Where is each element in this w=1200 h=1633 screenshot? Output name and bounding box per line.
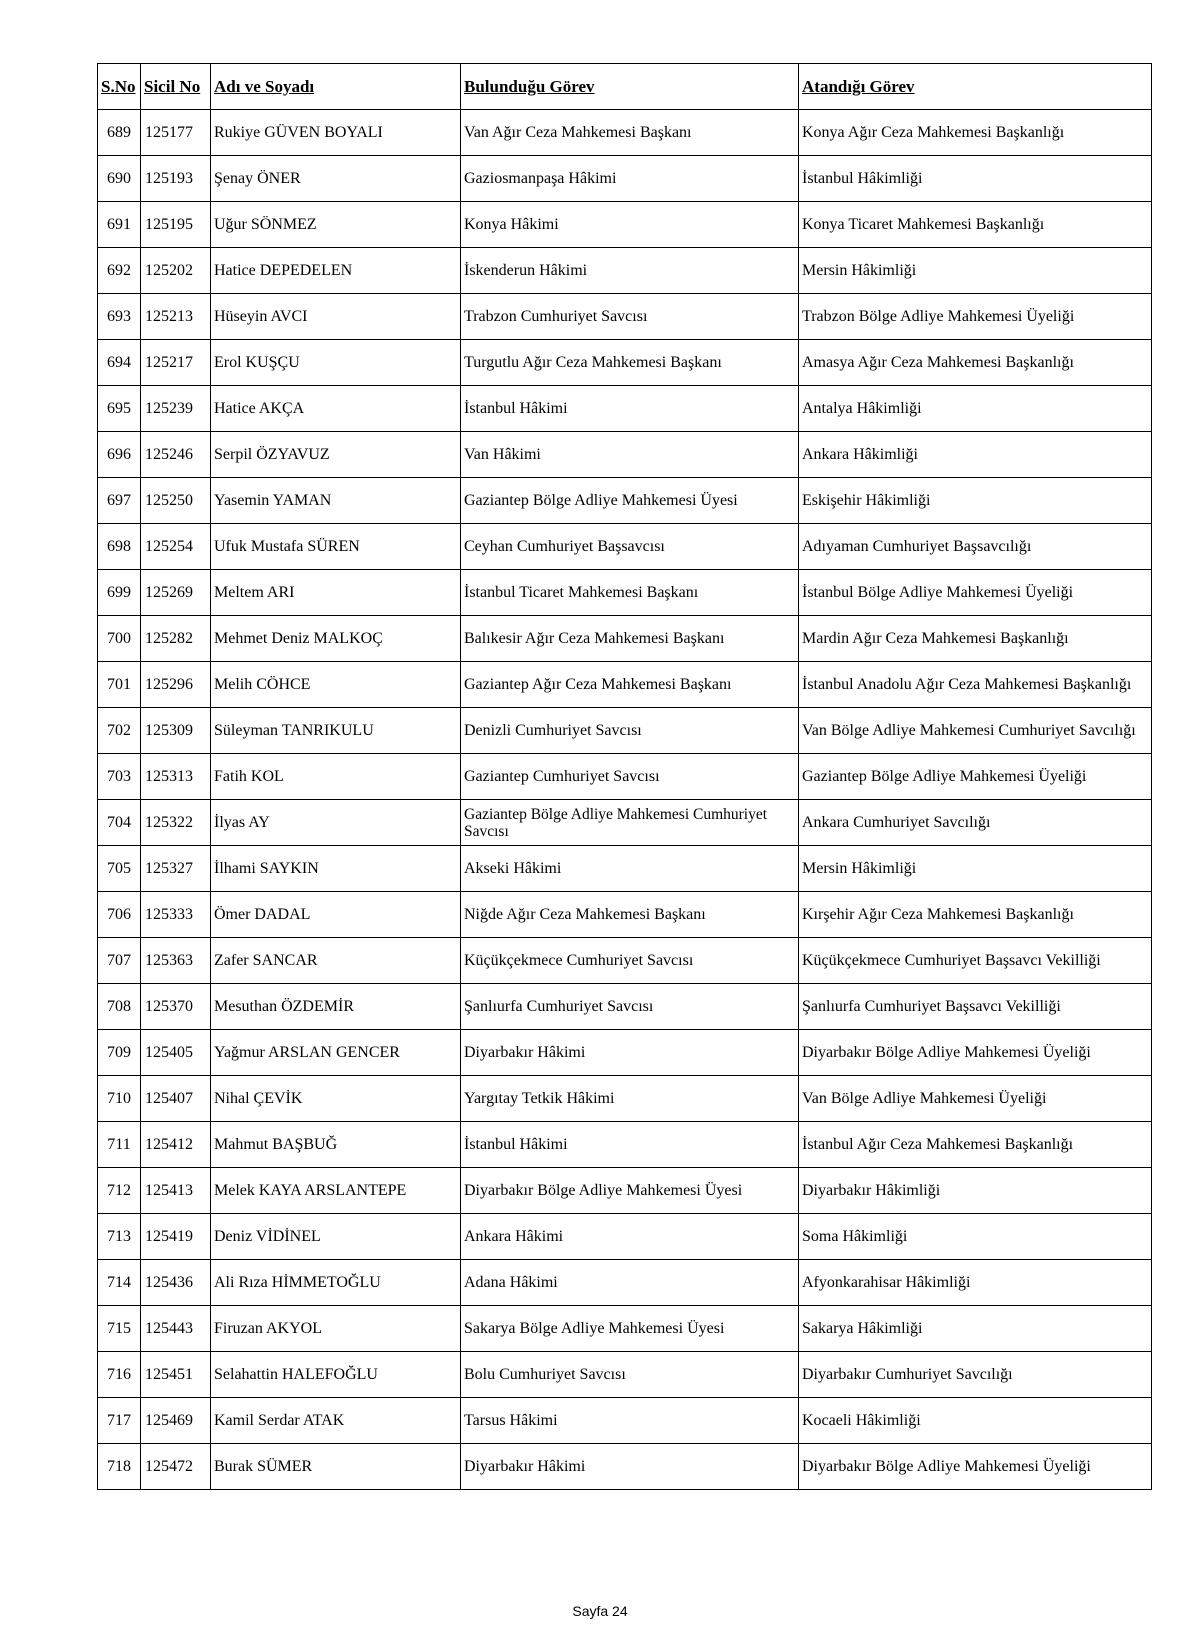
cell-current-position: Diyarbakır Hâkimi — [461, 1030, 799, 1076]
cell-sno: 689 — [98, 110, 141, 156]
cell-current-position: Gaziantep Cumhuriyet Savcısı — [461, 754, 799, 800]
cell-sno: 699 — [98, 570, 141, 616]
table-header — [98, 64, 1152, 110]
cell-assigned-position: Adıyaman Cumhuriyet Başsavcılığı — [799, 524, 1152, 570]
cell-assigned-position: İstanbul Ağır Ceza Mahkemesi Başkanlığı — [799, 1122, 1152, 1168]
table-row — [98, 156, 1152, 202]
cell-current-position: İskenderun Hâkimi — [461, 248, 799, 294]
cell-current-position: Diyarbakır Hâkimi — [461, 1444, 799, 1490]
table-row — [98, 800, 1152, 846]
table-row — [98, 386, 1152, 432]
cell-name: Yağmur ARSLAN GENCER — [211, 1030, 461, 1076]
table-row — [98, 110, 1152, 156]
cell-sicil: 125269 — [141, 570, 211, 616]
table-row — [98, 1122, 1152, 1168]
header-name: Adı ve Soyadı — [211, 64, 461, 110]
cell-sno: 702 — [98, 708, 141, 754]
table-row — [98, 1352, 1152, 1398]
table-row — [98, 248, 1152, 294]
table-row — [98, 984, 1152, 1030]
cell-sicil: 125370 — [141, 984, 211, 1030]
cell-name: İlyas AY — [211, 800, 461, 846]
cell-sicil: 125413 — [141, 1168, 211, 1214]
table-row — [98, 1030, 1152, 1076]
cell-assigned-position: Mardin Ağır Ceza Mahkemesi Başkanlığı — [799, 616, 1152, 662]
cell-sno: 711 — [98, 1122, 141, 1168]
cell-sno: 710 — [98, 1076, 141, 1122]
cell-sicil: 125443 — [141, 1306, 211, 1352]
table-row — [98, 938, 1152, 984]
table-row — [98, 662, 1152, 708]
cell-current-position: Niğde Ağır Ceza Mahkemesi Başkanı — [461, 892, 799, 938]
cell-name: Nihal ÇEVİK — [211, 1076, 461, 1122]
cell-sno: 712 — [98, 1168, 141, 1214]
cell-current-position: Ceyhan Cumhuriyet Başsavcısı — [461, 524, 799, 570]
cell-current-position: Van Hâkimi — [461, 432, 799, 478]
cell-sicil: 125322 — [141, 800, 211, 846]
cell-sicil: 125436 — [141, 1260, 211, 1306]
cell-current-position: İstanbul Ticaret Mahkemesi Başkanı — [461, 570, 799, 616]
cell-sicil: 125405 — [141, 1030, 211, 1076]
table-row — [98, 846, 1152, 892]
cell-sicil: 125239 — [141, 386, 211, 432]
table-row — [98, 1214, 1152, 1260]
cell-assigned-position: Mersin Hâkimliği — [799, 248, 1152, 294]
cell-assigned-position: Antalya Hâkimliği — [799, 386, 1152, 432]
table-row — [98, 570, 1152, 616]
cell-sicil: 125202 — [141, 248, 211, 294]
cell-sno: 718 — [98, 1444, 141, 1490]
cell-sicil: 125363 — [141, 938, 211, 984]
cell-sno: 692 — [98, 248, 141, 294]
cell-assigned-position: Amasya Ağır Ceza Mahkemesi Başkanlığı — [799, 340, 1152, 386]
cell-sicil: 125177 — [141, 110, 211, 156]
appointments-table — [97, 63, 1152, 1490]
cell-name: Hatice DEPEDELEN — [211, 248, 461, 294]
cell-sno: 697 — [98, 478, 141, 524]
cell-assigned-position: İstanbul Anadolu Ağır Ceza Mahkemesi Başkanlığı — [799, 662, 1152, 708]
cell-sicil: 125254 — [141, 524, 211, 570]
cell-current-position: Van Ağır Ceza Mahkemesi Başkanı — [461, 110, 799, 156]
cell-name: Ali Rıza HİMMETOĞLU — [211, 1260, 461, 1306]
cell-name: Uğur SÖNMEZ — [211, 202, 461, 248]
header-assigned-position: Atandığı Görev — [799, 64, 1152, 110]
table-body — [98, 110, 1152, 1490]
table-row — [98, 708, 1152, 754]
table-row — [98, 1306, 1152, 1352]
cell-name: Serpil ÖZYAVUZ — [211, 432, 461, 478]
cell-current-position: Turgutlu Ağır Ceza Mahkemesi Başkanı — [461, 340, 799, 386]
cell-assigned-position: Trabzon Bölge Adliye Mahkemesi Üyeliği — [799, 294, 1152, 340]
cell-sicil: 125309 — [141, 708, 211, 754]
cell-name: Yasemin YAMAN — [211, 478, 461, 524]
cell-assigned-position: Kırşehir Ağır Ceza Mahkemesi Başkanlığı — [799, 892, 1152, 938]
cell-name: Rukiye GÜVEN BOYALI — [211, 110, 461, 156]
cell-sno: 694 — [98, 340, 141, 386]
cell-name: Kamil Serdar ATAK — [211, 1398, 461, 1444]
cell-current-position: Ankara Hâkimi — [461, 1214, 799, 1260]
cell-assigned-position: Ankara Cumhuriyet Savcılığı — [799, 800, 1152, 846]
cell-sno: 708 — [98, 984, 141, 1030]
cell-assigned-position: Diyarbakır Bölge Adliye Mahkemesi Üyeliği — [799, 1444, 1152, 1490]
cell-sicil: 125250 — [141, 478, 211, 524]
header-sicil: Sicil No — [141, 64, 211, 110]
cell-sicil: 125296 — [141, 662, 211, 708]
cell-current-position: Adana Hâkimi — [461, 1260, 799, 1306]
cell-assigned-position: Ankara Hâkimliği — [799, 432, 1152, 478]
cell-sicil: 125327 — [141, 846, 211, 892]
cell-sno: 690 — [98, 156, 141, 202]
cell-name: Ufuk Mustafa SÜREN — [211, 524, 461, 570]
cell-sno: 709 — [98, 1030, 141, 1076]
cell-assigned-position: Konya Ağır Ceza Mahkemesi Başkanlığı — [799, 110, 1152, 156]
cell-current-position: Bolu Cumhuriyet Savcısı — [461, 1352, 799, 1398]
header-row — [98, 64, 1152, 110]
cell-current-position: Gaziantep Bölge Adliye Mahkemesi Üyesi — [461, 478, 799, 524]
cell-sno: 703 — [98, 754, 141, 800]
table-row — [98, 1076, 1152, 1122]
table-row — [98, 202, 1152, 248]
cell-name: Mehmet Deniz MALKOÇ — [211, 616, 461, 662]
cell-name: Ömer DADAL — [211, 892, 461, 938]
cell-name: Hatice AKÇA — [211, 386, 461, 432]
cell-current-position: Gaziantep Bölge Adliye Mahkemesi Cumhuriyet Savcısı — [461, 800, 799, 846]
cell-name: Mahmut BAŞBUĞ — [211, 1122, 461, 1168]
page-number: Sayfa 24 — [572, 1603, 628, 1619]
table-row — [98, 616, 1152, 662]
cell-sno: 707 — [98, 938, 141, 984]
cell-name: İlhami SAYKIN — [211, 846, 461, 892]
table-row — [98, 340, 1152, 386]
cell-assigned-position: Konya Ticaret Mahkemesi Başkanlığı — [799, 202, 1152, 248]
cell-current-position: Trabzon Cumhuriyet Savcısı — [461, 294, 799, 340]
cell-assigned-position: Şanlıurfa Cumhuriyet Başsavcı Vekilliği — [799, 984, 1152, 1030]
cell-assigned-position: Gaziantep Bölge Adliye Mahkemesi Üyeliği — [799, 754, 1152, 800]
cell-sno: 714 — [98, 1260, 141, 1306]
table-row — [98, 432, 1152, 478]
table-row — [98, 294, 1152, 340]
cell-name: Erol KUŞÇU — [211, 340, 461, 386]
cell-current-position: Küçükçekmece Cumhuriyet Savcısı — [461, 938, 799, 984]
cell-assigned-position: Diyarbakır Hâkimliği — [799, 1168, 1152, 1214]
cell-current-position: Gaziantep Ağır Ceza Mahkemesi Başkanı — [461, 662, 799, 708]
cell-sno: 691 — [98, 202, 141, 248]
cell-name: Şenay ÖNER — [211, 156, 461, 202]
cell-sicil: 125419 — [141, 1214, 211, 1260]
cell-sicil: 125451 — [141, 1352, 211, 1398]
cell-sicil: 125407 — [141, 1076, 211, 1122]
cell-sno: 698 — [98, 524, 141, 570]
cell-sno: 705 — [98, 846, 141, 892]
cell-sno: 700 — [98, 616, 141, 662]
cell-sicil: 125472 — [141, 1444, 211, 1490]
cell-name: Selahattin HALEFOĞLU — [211, 1352, 461, 1398]
table-row — [98, 1444, 1152, 1490]
cell-current-position: Akseki Hâkimi — [461, 846, 799, 892]
cell-assigned-position: Van Bölge Adliye Mahkemesi Üyeliği — [799, 1076, 1152, 1122]
table-row — [98, 478, 1152, 524]
cell-sicil: 125193 — [141, 156, 211, 202]
cell-sicil: 125333 — [141, 892, 211, 938]
cell-assigned-position: Kocaeli Hâkimliği — [799, 1398, 1152, 1444]
cell-sicil: 125412 — [141, 1122, 211, 1168]
cell-current-position: Balıkesir Ağır Ceza Mahkemesi Başkanı — [461, 616, 799, 662]
table-row — [98, 524, 1152, 570]
cell-sno: 715 — [98, 1306, 141, 1352]
cell-assigned-position: Küçükçekmece Cumhuriyet Başsavcı Vekilliği — [799, 938, 1152, 984]
cell-name: Meltem ARI — [211, 570, 461, 616]
cell-name: Burak SÜMER — [211, 1444, 461, 1490]
cell-sicil: 125213 — [141, 294, 211, 340]
cell-name: Melih CÖHCE — [211, 662, 461, 708]
cell-name: Deniz VİDİNEL — [211, 1214, 461, 1260]
cell-current-position: Diyarbakır Bölge Adliye Mahkemesi Üyesi — [461, 1168, 799, 1214]
cell-assigned-position: Soma Hâkimliği — [799, 1214, 1152, 1260]
cell-name: Fatih KOL — [211, 754, 461, 800]
cell-current-position: Tarsus Hâkimi — [461, 1398, 799, 1444]
cell-sicil: 125469 — [141, 1398, 211, 1444]
cell-assigned-position: Mersin Hâkimliği — [799, 846, 1152, 892]
cell-sicil: 125282 — [141, 616, 211, 662]
cell-assigned-position: İstanbul Bölge Adliye Mahkemesi Üyeliği — [799, 570, 1152, 616]
table-row — [98, 1398, 1152, 1444]
header-sno: S.No — [98, 64, 141, 110]
cell-assigned-position: Diyarbakır Bölge Adliye Mahkemesi Üyeliği — [799, 1030, 1152, 1076]
cell-name: Firuzan AKYOL — [211, 1306, 461, 1352]
cell-sno: 717 — [98, 1398, 141, 1444]
cell-sno: 716 — [98, 1352, 141, 1398]
cell-sno: 713 — [98, 1214, 141, 1260]
cell-assigned-position: Diyarbakır Cumhuriyet Savcılığı — [799, 1352, 1152, 1398]
cell-current-position: Sakarya Bölge Adliye Mahkemesi Üyesi — [461, 1306, 799, 1352]
cell-assigned-position: İstanbul Hâkimliği — [799, 156, 1152, 202]
cell-current-position: Gaziosmanpaşa Hâkimi — [461, 156, 799, 202]
cell-current-position: İstanbul Hâkimi — [461, 1122, 799, 1168]
table-row — [98, 1168, 1152, 1214]
cell-sno: 696 — [98, 432, 141, 478]
table-row — [98, 892, 1152, 938]
cell-name: Melek KAYA ARSLANTEPE — [211, 1168, 461, 1214]
cell-sno: 693 — [98, 294, 141, 340]
cell-current-position: Yargıtay Tetkik Hâkimi — [461, 1076, 799, 1122]
cell-assigned-position: Van Bölge Adliye Mahkemesi Cumhuriyet Savcılığı — [799, 708, 1152, 754]
cell-sicil: 125195 — [141, 202, 211, 248]
cell-name: Süleyman TANRIKULU — [211, 708, 461, 754]
table-row — [98, 1260, 1152, 1306]
cell-sicil: 125217 — [141, 340, 211, 386]
cell-current-position: Denizli Cumhuriyet Savcısı — [461, 708, 799, 754]
cell-name: Mesuthan ÖZDEMİR — [211, 984, 461, 1030]
cell-assigned-position: Eskişehir Hâkimliği — [799, 478, 1152, 524]
cell-name: Zafer SANCAR — [211, 938, 461, 984]
header-current-position: Bulunduğu Görev — [461, 64, 799, 110]
cell-sno: 695 — [98, 386, 141, 432]
table-row — [98, 754, 1152, 800]
cell-current-position: Konya Hâkimi — [461, 202, 799, 248]
cell-current-position: Şanlıurfa Cumhuriyet Savcısı — [461, 984, 799, 1030]
cell-name: Hüseyin AVCI — [211, 294, 461, 340]
cell-sno: 706 — [98, 892, 141, 938]
cell-sicil: 125246 — [141, 432, 211, 478]
cell-sicil: 125313 — [141, 754, 211, 800]
cell-assigned-position: Sakarya Hâkimliği — [799, 1306, 1152, 1352]
cell-sno: 701 — [98, 662, 141, 708]
cell-current-position: İstanbul Hâkimi — [461, 386, 799, 432]
cell-sno: 704 — [98, 800, 141, 846]
cell-assigned-position: Afyonkarahisar Hâkimliği — [799, 1260, 1152, 1306]
